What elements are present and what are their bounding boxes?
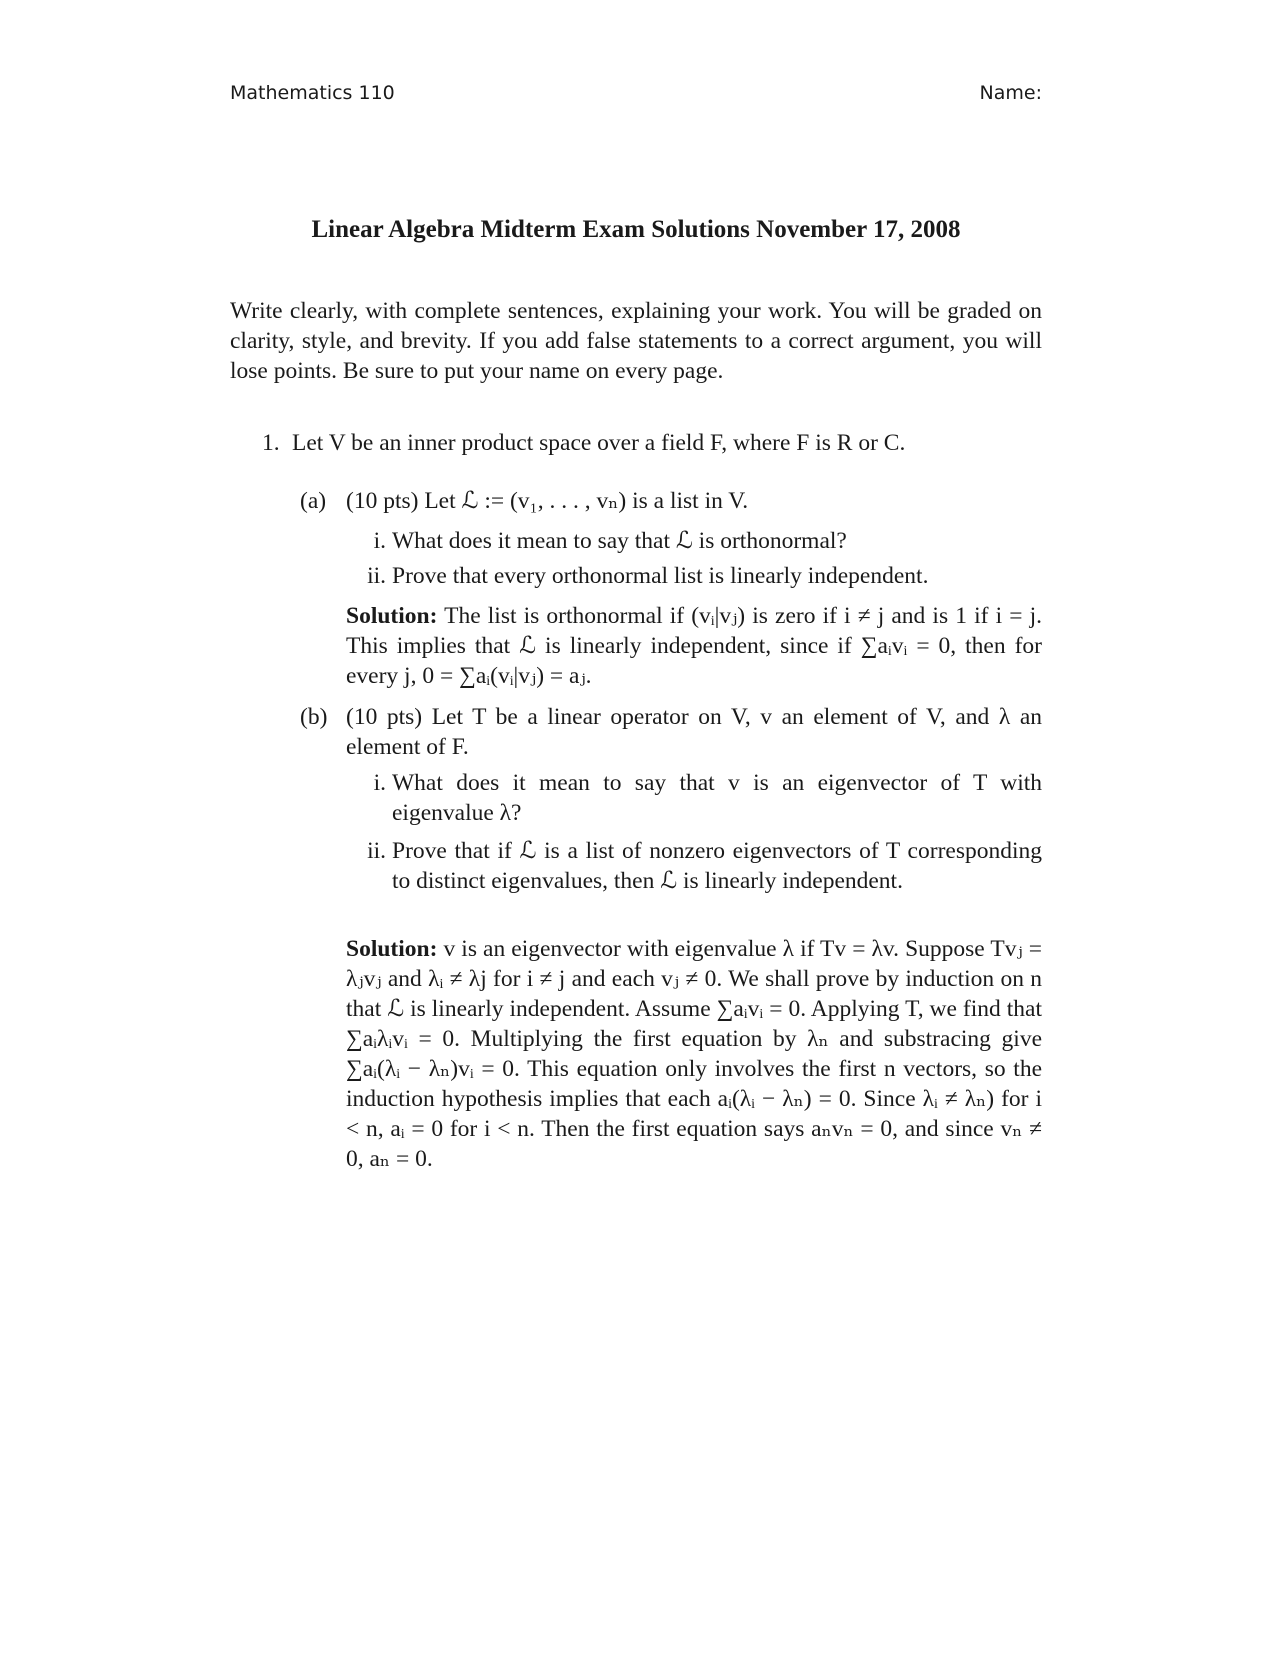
part-b-statement: (10 pts) Let T be a linear operator on V, v an element of V, and λ an element of F. [346, 704, 1042, 760]
question-text: What does it mean to say that v is an eigenvector of T with eigenvalue λ? [392, 770, 1042, 826]
problem-number: 1. [262, 430, 280, 456]
question-label: i. [373, 770, 386, 796]
part-a-question-ii [356, 561, 1042, 591]
question-label: i. [373, 528, 386, 554]
question-label: ii. [367, 563, 386, 589]
part-a-solution [346, 601, 1042, 691]
part-b-question-ii [356, 836, 1042, 896]
part-a-label: (a) [300, 488, 327, 514]
question-text: What does it mean to say that ℒ is orthonormal? [392, 528, 847, 554]
solution-text: v is an eigenvector with eigenvalue λ if Tv = λv. Suppose Tvⱼ = λⱼvⱼ and λᵢ ≠ λj for i ≠ j and each vⱼ ≠ 0. We shall prove by induction on n that ℒ is linearly independent. Assume ∑aᵢvᵢ = 0. Applying T, we find that ∑aᵢλᵢvᵢ = 0. Multiplying the first equation by λₙ and substracing give ∑aᵢ(λᵢ − λₙ)vᵢ = 0. This equation only involves the first n vectors, so the induction hypothesis implies that each aᵢ(λᵢ − λₙ) = 0. Since λᵢ ≠ λₙ) for i < n, aᵢ = 0 for i < n. Then the first equation says aₙvₙ = 0, and since vₙ ≠ 0, aₙ = 0. [346, 936, 1042, 1172]
part-b [300, 702, 1042, 762]
part-b-question-i [356, 768, 1042, 828]
solution-text: The list is orthonormal if (vᵢ|vⱼ) is zero if i ≠ j and is 1 if i = j. This implies that ℒ is linearly independent, since if ∑aᵢvᵢ = 0, then for every j, 0 = ∑aᵢ(vᵢ|vⱼ) = aⱼ. [346, 603, 1042, 689]
part-a-statement: (10 pts) Let ℒ := (v₁, . . . , vₙ) is a list in V. [346, 488, 749, 514]
part-b-solution [346, 934, 1042, 1174]
part-a-question-i [356, 526, 1042, 556]
question-text: Prove that if ℒ is a list of nonzero eigenvectors of T corresponding to distinct eigenvalues, then ℒ is linearly independent. [392, 838, 1042, 894]
solution-label: Solution: [346, 936, 438, 962]
name-label: Name: [979, 82, 1042, 104]
question-text: Prove that every orthonormal list is linearly independent. [392, 563, 929, 589]
solution-label: Solution: [346, 603, 438, 629]
course-header: Mathematics 110 [230, 82, 395, 104]
part-b-label: (b) [300, 704, 328, 730]
page-title: Linear Algebra Midterm Exam Solutions November 17, 2008 [311, 216, 961, 243]
problem-1 [262, 428, 1042, 458]
part-a [300, 486, 1042, 516]
instructions-paragraph: Write clearly, with complete sentences, explaining your work. You will be graded on clarity, style, and brevity. If you add false statements to a correct argument, you will lose points. Be sure to put your name on every page. [230, 298, 1042, 384]
question-label: ii. [367, 838, 386, 864]
problem-statement: Let V be an inner product space over a field F, where F is R or C. [292, 430, 906, 456]
